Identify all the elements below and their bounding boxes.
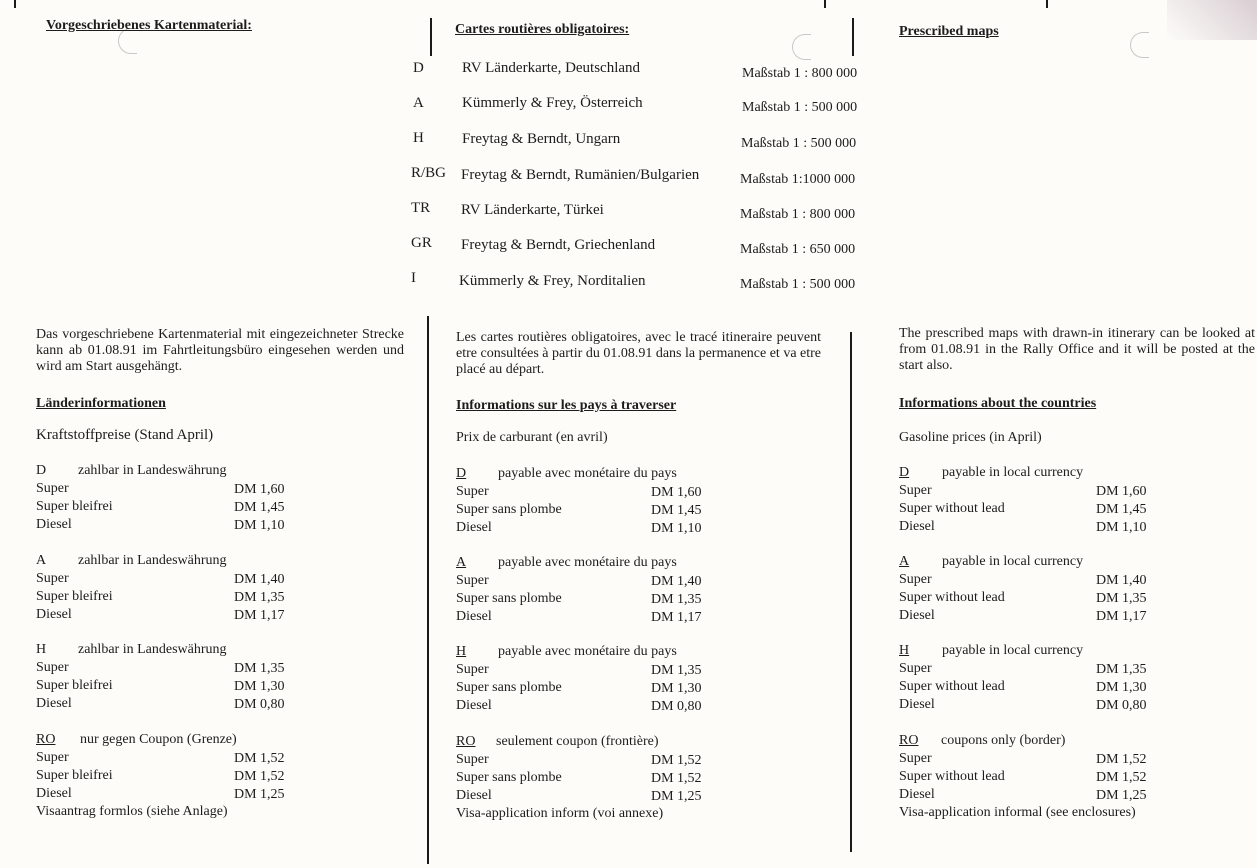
fuel-type: Diesel	[36, 786, 72, 801]
fuel-price: DM 1,30	[651, 681, 702, 696]
map-scale: Maßstab 1 : 800 000	[742, 66, 858, 81]
fuel-price: DM 1,45	[651, 503, 702, 518]
fuel-price: DM 1,52	[234, 751, 285, 766]
fuel-price: DM 1,52	[1096, 770, 1147, 785]
map-name: Kümmerly & Frey, Österreich	[462, 95, 643, 111]
column-divider	[427, 316, 429, 864]
map-name: RV Länderkarte, Türkei	[461, 202, 604, 218]
fuel-price: DM 0,80	[234, 697, 285, 712]
fuel-price: DM 1,30	[234, 679, 285, 694]
fuel-price: DM 1,60	[234, 482, 285, 497]
fuel-price: DM 1,35	[1096, 591, 1147, 606]
fuel-type: Diesel	[36, 517, 72, 532]
fuel-price: DM 1,10	[651, 521, 702, 536]
fuel-prices-title-fr: Prix de carburant (en avril)	[456, 430, 608, 445]
fuel-price: DM 1,25	[651, 789, 702, 804]
fuel-type: Super	[899, 751, 932, 766]
country-code: RO	[456, 734, 476, 749]
map-country-code: A	[413, 95, 424, 111]
fuel-price: DM 1,25	[1096, 788, 1147, 803]
fuel-type: Diesel	[899, 608, 935, 623]
fuel-price: DM 0,80	[1096, 698, 1147, 713]
visa-note-de: Visaantrag formlos (siehe Anlage)	[36, 804, 228, 819]
fuel-type: Super bleifrei	[36, 678, 113, 693]
map-name: Freytag & Berndt, Griechenland	[461, 237, 656, 253]
country-info-heading-fr: Informations sur les pays à traverser	[456, 398, 677, 413]
maps-heading-fr: Cartes routières obligatoires:	[455, 22, 630, 37]
country-info-heading-en: Informations about the countries	[899, 396, 1097, 411]
fuel-price: DM 1,35	[651, 592, 702, 607]
fuel-type: Super	[899, 572, 932, 587]
top-edge-mark	[824, 0, 826, 8]
fuel-type: Super sans plombe	[456, 502, 562, 517]
map-scale: Maßstab 1 : 800 000	[740, 207, 856, 222]
country-code: D	[899, 465, 910, 480]
maps-paragraph-de: Das vorgeschriebene Kartenmaterial mit eingezeichneter Strecke kann ab 01.08.91 im Fahrtleitungsbüro eingesehen werden und wird am Start ausgehängt.	[36, 327, 404, 374]
column-divider	[850, 332, 852, 852]
fuel-price: DM 1,60	[1096, 484, 1147, 499]
fuel-price: DM 1,30	[1096, 680, 1147, 695]
fuel-type: Super	[899, 661, 932, 676]
maps-heading-de: Vorgeschriebenes Kartenmaterial:	[46, 18, 252, 33]
payment-note: zahlbar in Landeswährung	[78, 463, 227, 478]
fuel-price: DM 1,45	[1096, 502, 1147, 517]
fuel-type: Super sans plombe	[456, 770, 562, 785]
map-country-code: D	[413, 60, 424, 76]
fuel-price: DM 1,45	[234, 500, 285, 515]
country-info-heading-de: Länderinformationen	[36, 396, 166, 411]
fuel-price: DM 1,52	[651, 771, 702, 786]
country-code: A	[456, 555, 467, 570]
fuel-type: Super	[36, 571, 69, 586]
map-country-code: GR	[411, 235, 432, 251]
fuel-type: Super	[456, 752, 489, 767]
fuel-type: Diesel	[36, 607, 72, 622]
map-scale: Maßstab 1 : 500 000	[741, 136, 857, 151]
country-code: H	[899, 643, 910, 658]
payment-note: zahlbar in Landeswährung	[78, 553, 227, 568]
fuel-price: DM 1,52	[651, 753, 702, 768]
fuel-type: Super without lead	[899, 501, 1005, 516]
fuel-price: DM 1,35	[1096, 662, 1147, 677]
fuel-type: Super bleifrei	[36, 499, 113, 514]
fuel-price: DM 1,40	[651, 574, 702, 589]
fuel-type: Diesel	[899, 519, 935, 534]
payment-note: zahlbar in Landeswährung	[78, 642, 227, 657]
fuel-price: DM 1,10	[1096, 520, 1147, 535]
fuel-type: Super	[36, 750, 69, 765]
fuel-type: Diesel	[36, 696, 72, 711]
fuel-price: DM 1,25	[234, 787, 285, 802]
fuel-type: Super	[36, 481, 69, 496]
fuel-type: Diesel	[456, 520, 492, 535]
fuel-price: DM 1,10	[234, 518, 285, 533]
fuel-type: Super without lead	[899, 769, 1005, 784]
country-code: D	[456, 466, 467, 481]
map-country-code: H	[413, 130, 424, 146]
country-code: A	[899, 554, 910, 569]
fuel-price: DM 1,40	[234, 572, 285, 587]
country-code: RO	[899, 733, 919, 748]
payment-note: payable in local currency	[942, 643, 1084, 658]
visa-note-fr: Visa-application inform (voi annexe)	[456, 806, 664, 821]
map-name: Kümmerly & Frey, Norditalien	[459, 273, 646, 289]
fuel-price: DM 0,80	[651, 699, 702, 714]
country-code: D	[36, 463, 47, 478]
map-name: Freytag & Berndt, Ungarn	[462, 131, 621, 147]
fuel-type: Super	[899, 483, 932, 498]
map-scale: Maßstab 1 : 500 000	[742, 100, 858, 115]
fuel-price: DM 1,40	[1096, 573, 1147, 588]
fuel-type: Diesel	[899, 697, 935, 712]
payment-note: seulement coupon (frontière)	[496, 734, 659, 749]
fuel-price: DM 1,52	[234, 769, 285, 784]
country-code: H	[36, 642, 47, 657]
payment-note: payable in local currency	[942, 465, 1084, 480]
payment-note: payable avec monétaire du pays	[498, 644, 677, 659]
column-divider	[430, 18, 432, 56]
payment-note: coupons only (border)	[941, 733, 1066, 748]
payment-note: payable avec monétaire du pays	[498, 466, 677, 481]
country-code: H	[456, 644, 467, 659]
country-code: A	[36, 553, 47, 568]
map-country-code: TR	[411, 200, 431, 216]
visa-note-en: Visa-application informal (see enclosures)	[899, 805, 1136, 820]
fuel-type: Super	[456, 484, 489, 499]
fuel-type: Super	[456, 573, 489, 588]
map-scale: Maßstab 1:1000 000	[740, 172, 856, 187]
fuel-type: Super bleifrei	[36, 768, 113, 783]
fuel-type: Diesel	[456, 788, 492, 803]
fuel-type: Super	[36, 660, 69, 675]
fuel-type: Super sans plombe	[456, 680, 562, 695]
country-code: RO	[36, 732, 56, 747]
fuel-type: Super sans plombe	[456, 591, 562, 606]
payment-note: payable in local currency	[942, 554, 1084, 569]
maps-heading-en: Prescribed maps	[899, 24, 999, 39]
fuel-prices-title-de: Kraftstoffpreise (Stand April)	[36, 427, 214, 443]
map-scale: Maßstab 1 : 500 000	[740, 277, 856, 292]
fuel-price: DM 1,17	[1096, 609, 1147, 624]
maps-paragraph-en: The prescribed maps with drawn-in itinerary can be looked at from 01.08.91 in the Rally Office and it will be posted at the start also.	[899, 326, 1255, 373]
top-edge-mark	[1046, 0, 1048, 8]
scan-corner-shading	[1167, 0, 1257, 40]
map-name: Freytag & Berndt, Rumänien/Bulgarien	[461, 167, 700, 183]
fuel-price: DM 1,60	[651, 485, 702, 500]
fuel-type: Super without lead	[899, 679, 1005, 694]
fuel-type: Super bleifrei	[36, 589, 113, 604]
fuel-price: DM 1,35	[234, 590, 285, 605]
fuel-type: Diesel	[899, 787, 935, 802]
punch-hole	[1130, 32, 1149, 58]
fuel-price: DM 1,35	[651, 663, 702, 678]
top-edge-mark	[14, 0, 16, 8]
map-country-code: R/BG	[411, 165, 447, 181]
fuel-price: DM 1,35	[234, 661, 285, 676]
fuel-type: Super without lead	[899, 590, 1005, 605]
fuel-price: DM 1,17	[234, 608, 285, 623]
column-divider	[852, 18, 854, 56]
fuel-type: Diesel	[456, 609, 492, 624]
maps-paragraph-fr: Les cartes routières obligatoires, avec le tracé itineraire peuvent etre consultées à partir du 01.08.91 dans la permanence et va etre placé au départ.	[456, 330, 822, 377]
map-scale: Maßstab 1 : 650 000	[740, 242, 856, 257]
map-name: RV Länderkarte, Deutschland	[462, 60, 641, 76]
payment-note: payable avec monétaire du pays	[498, 555, 677, 570]
punch-hole	[792, 34, 811, 60]
fuel-price: DM 1,17	[651, 610, 702, 625]
map-country-code: I	[411, 270, 416, 286]
fuel-type: Diesel	[456, 698, 492, 713]
fuel-price: DM 1,52	[1096, 752, 1147, 767]
payment-note: nur gegen Coupon (Grenze)	[80, 732, 237, 747]
fuel-prices-title-en: Gasoline prices (in April)	[899, 430, 1042, 445]
fuel-type: Super	[456, 662, 489, 677]
